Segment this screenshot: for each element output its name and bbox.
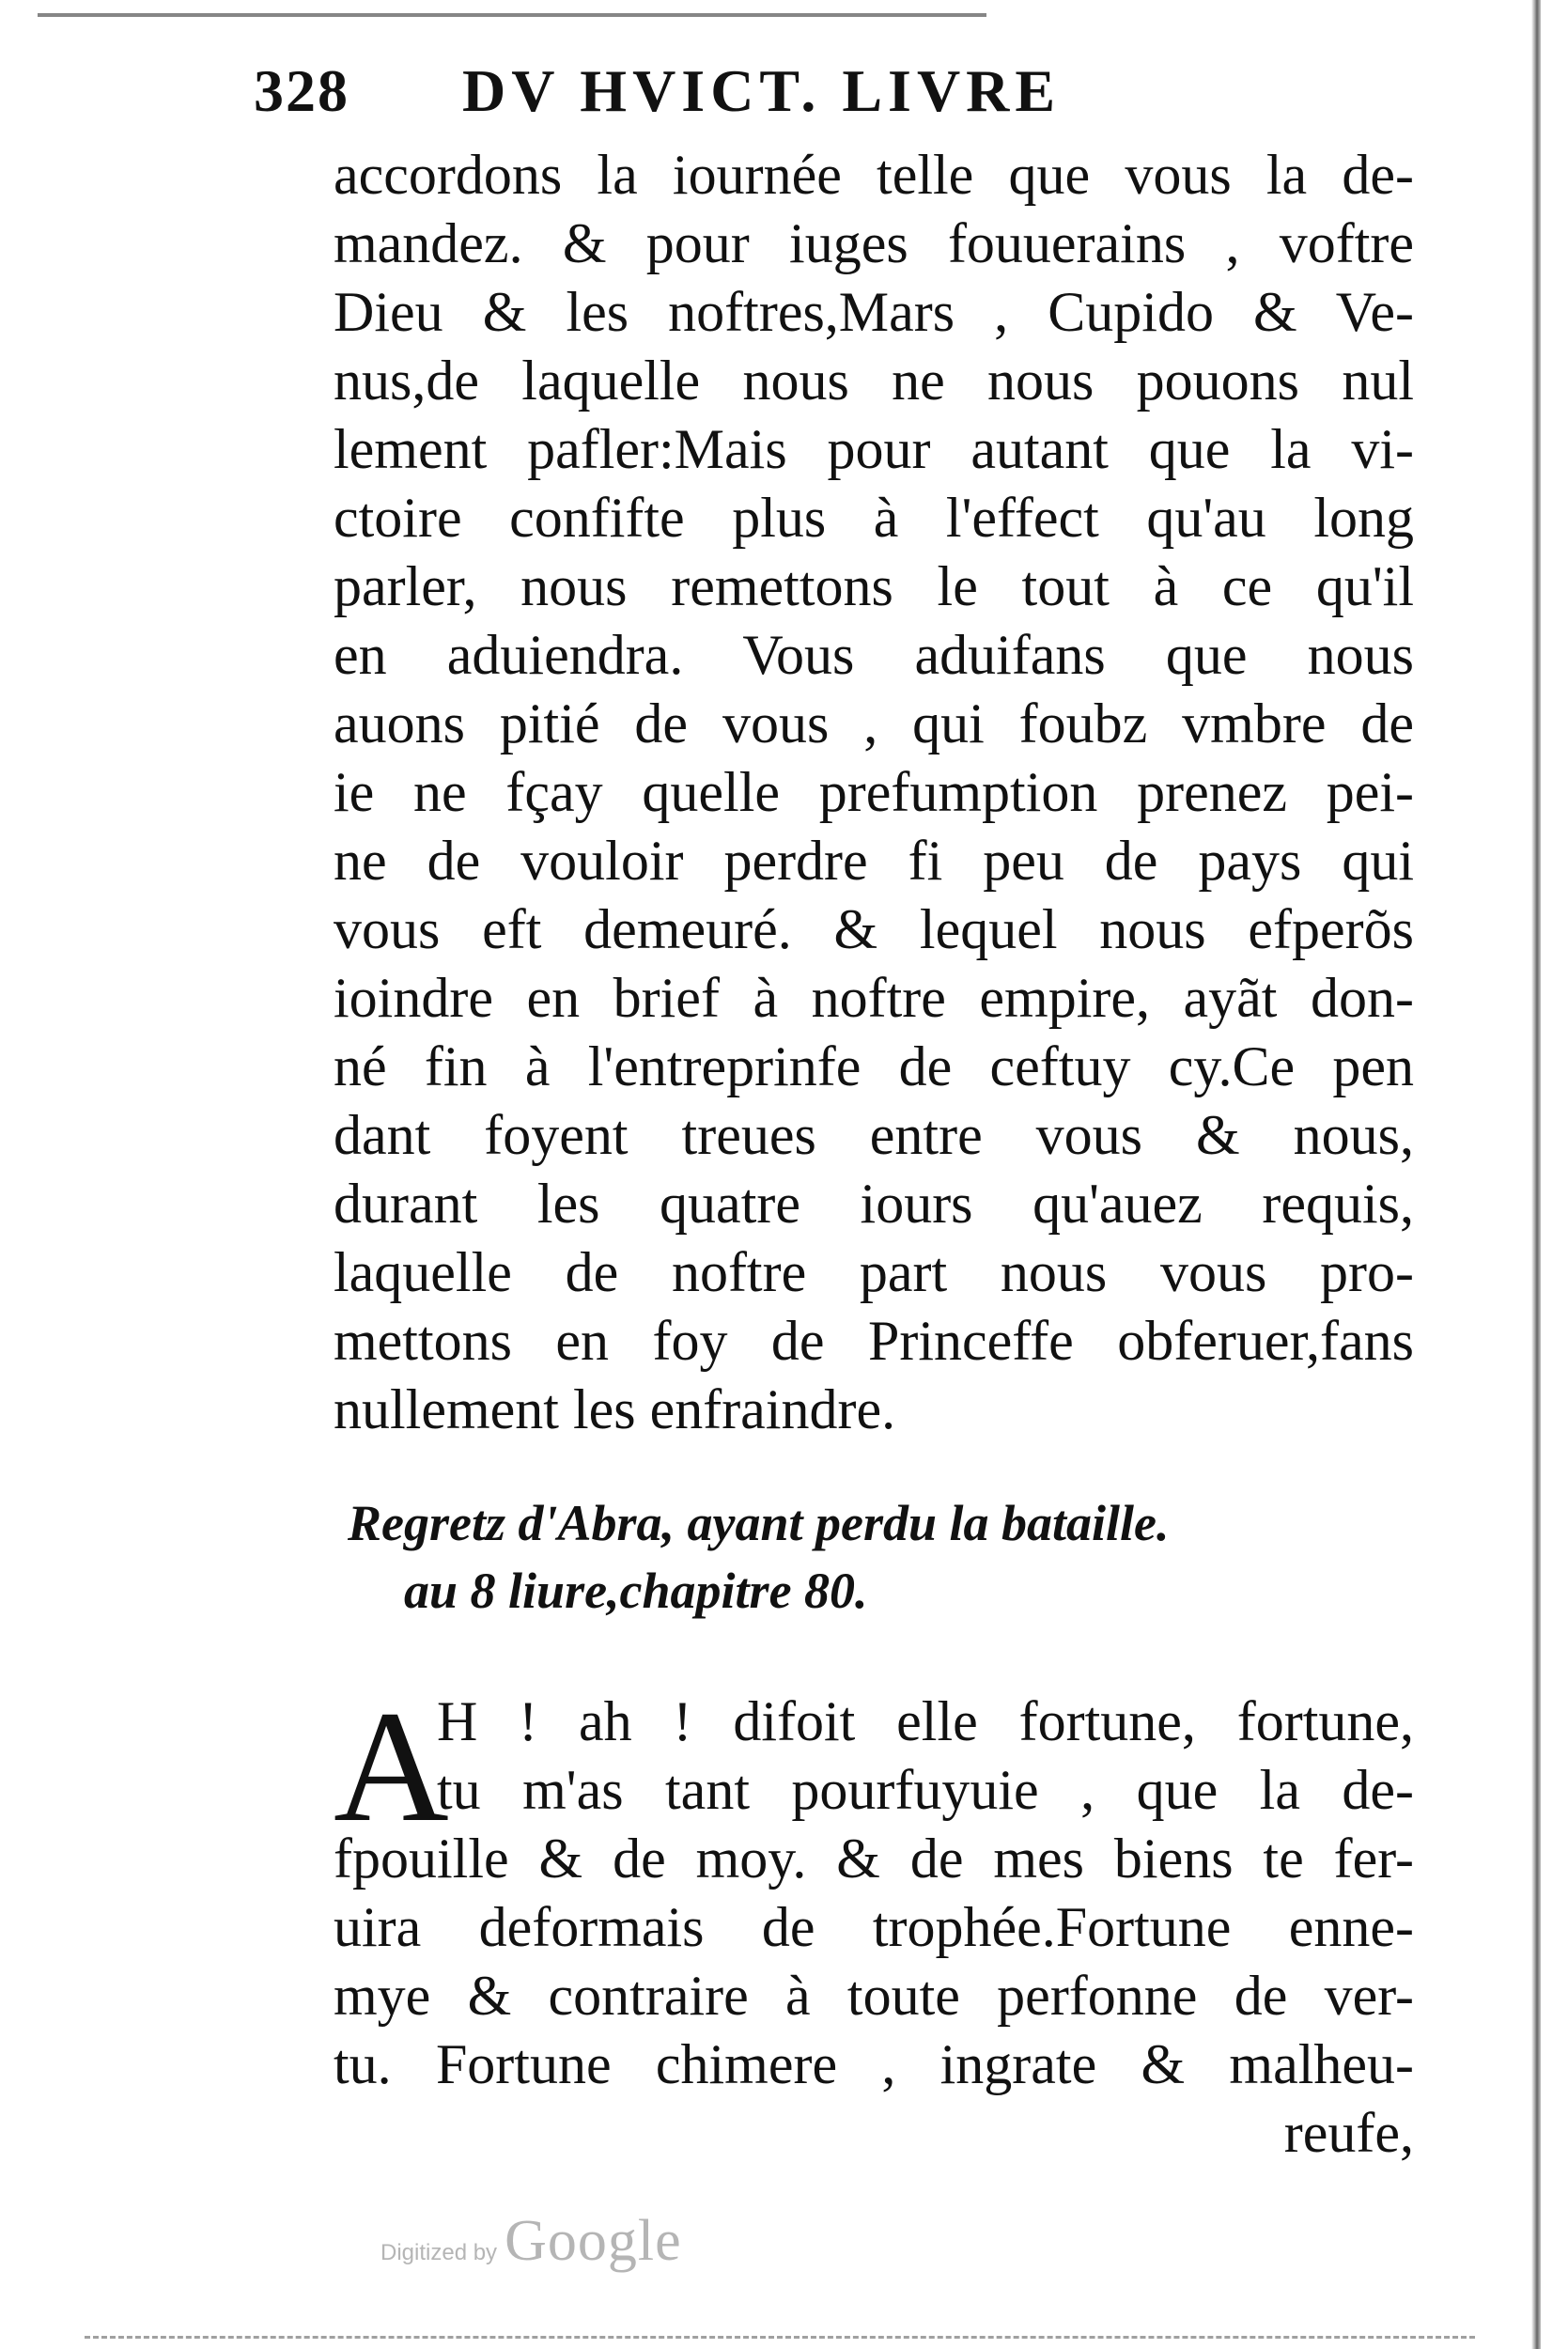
body-line: parler, nous remettons le tout à ce qu'il <box>334 555 1414 617</box>
chapter-line: reufe, <box>1283 2102 1414 2164</box>
drop-cap-letter: A <box>334 1678 449 1855</box>
body-line: vous eft demeuré. & lequel nous efperõs <box>334 898 1414 960</box>
body-line: né fin à l'entreprinfe de ceftuy cy.Ce pen <box>334 1035 1414 1097</box>
chapter-line: mye & contraire à toute perfonne de ver- <box>334 1965 1414 2027</box>
chapter-line: uira deformais de trophée.Fortune enne- <box>334 1896 1414 1958</box>
watermark-prefix: Digitized by <box>380 2240 498 2265</box>
page-number: 328 <box>254 57 349 124</box>
body-line: ie ne fçay quelle prefumption prenez pei- <box>334 761 1414 823</box>
body-line: ctoire confifte plus à l'effect qu'au long <box>334 487 1414 549</box>
body-text <box>334 141 1414 1444</box>
body-line: durant les quatre iours qu'auez requis, <box>334 1173 1414 1235</box>
chapter-text <box>334 1678 1414 2167</box>
body-line: mandez. & pour iuges fouuerains , voftre <box>334 212 1414 274</box>
binding-edge <box>1531 0 1541 2349</box>
body-line: ne de vouloir perdre fi peu de pays qui <box>334 830 1414 892</box>
body-line: mettons en foy de Princeffe obferuer,fans <box>334 1310 1414 1372</box>
digitized-watermark <box>380 2208 682 2275</box>
bottom-edge-rule <box>85 2336 1475 2339</box>
chapter-line: H ! ah ! difoit elle fortune, fortune, <box>437 1690 1414 1752</box>
body-line: nullement les enfraindre. <box>334 1378 896 1440</box>
body-line: laquelle de noftre part nous vous pro- <box>334 1241 1414 1303</box>
chapter-line: tu. Fortune chimere , ingrate & malheu- <box>334 2033 1414 2095</box>
body-line: en aduiendra. Vous aduifans que nous <box>334 624 1414 686</box>
top-edge-rule <box>38 0 986 17</box>
running-head <box>254 56 1268 141</box>
heading-line-2: au 8 liure,chapitre 80. <box>404 1563 868 1619</box>
chapter-line: tu m'as tant pourfuyuie , que la de- <box>437 1759 1414 1821</box>
body-line: lement pafler:Mais pour autant que la vi- <box>334 418 1414 480</box>
google-logo: Google <box>505 2209 682 2273</box>
running-title: DV HVICT. LIVRE <box>462 57 1062 124</box>
heading-line-1: Regretz d'Abra, ayant perdu la bataille. <box>348 1495 1170 1551</box>
body-line: nus,de laquelle nous ne nous pouons nul <box>334 350 1414 412</box>
body-line: ioindre en brief à noftre empire, ayãt don- <box>334 967 1414 1029</box>
body-line: accordons la iournée telle que vous la de- <box>334 144 1414 206</box>
chapter-line: fpouille & de moy. & de mes biens te fer- <box>334 1828 1414 1890</box>
body-line: Dieu & les noftres,Mars , Cupido & Ve- <box>334 281 1414 343</box>
body-line: dant foyent treues entre vous & nous, <box>334 1104 1414 1166</box>
body-line: auons pitié de vous , qui foubz vmbre de <box>334 692 1414 754</box>
section-heading <box>348 1489 1390 1625</box>
